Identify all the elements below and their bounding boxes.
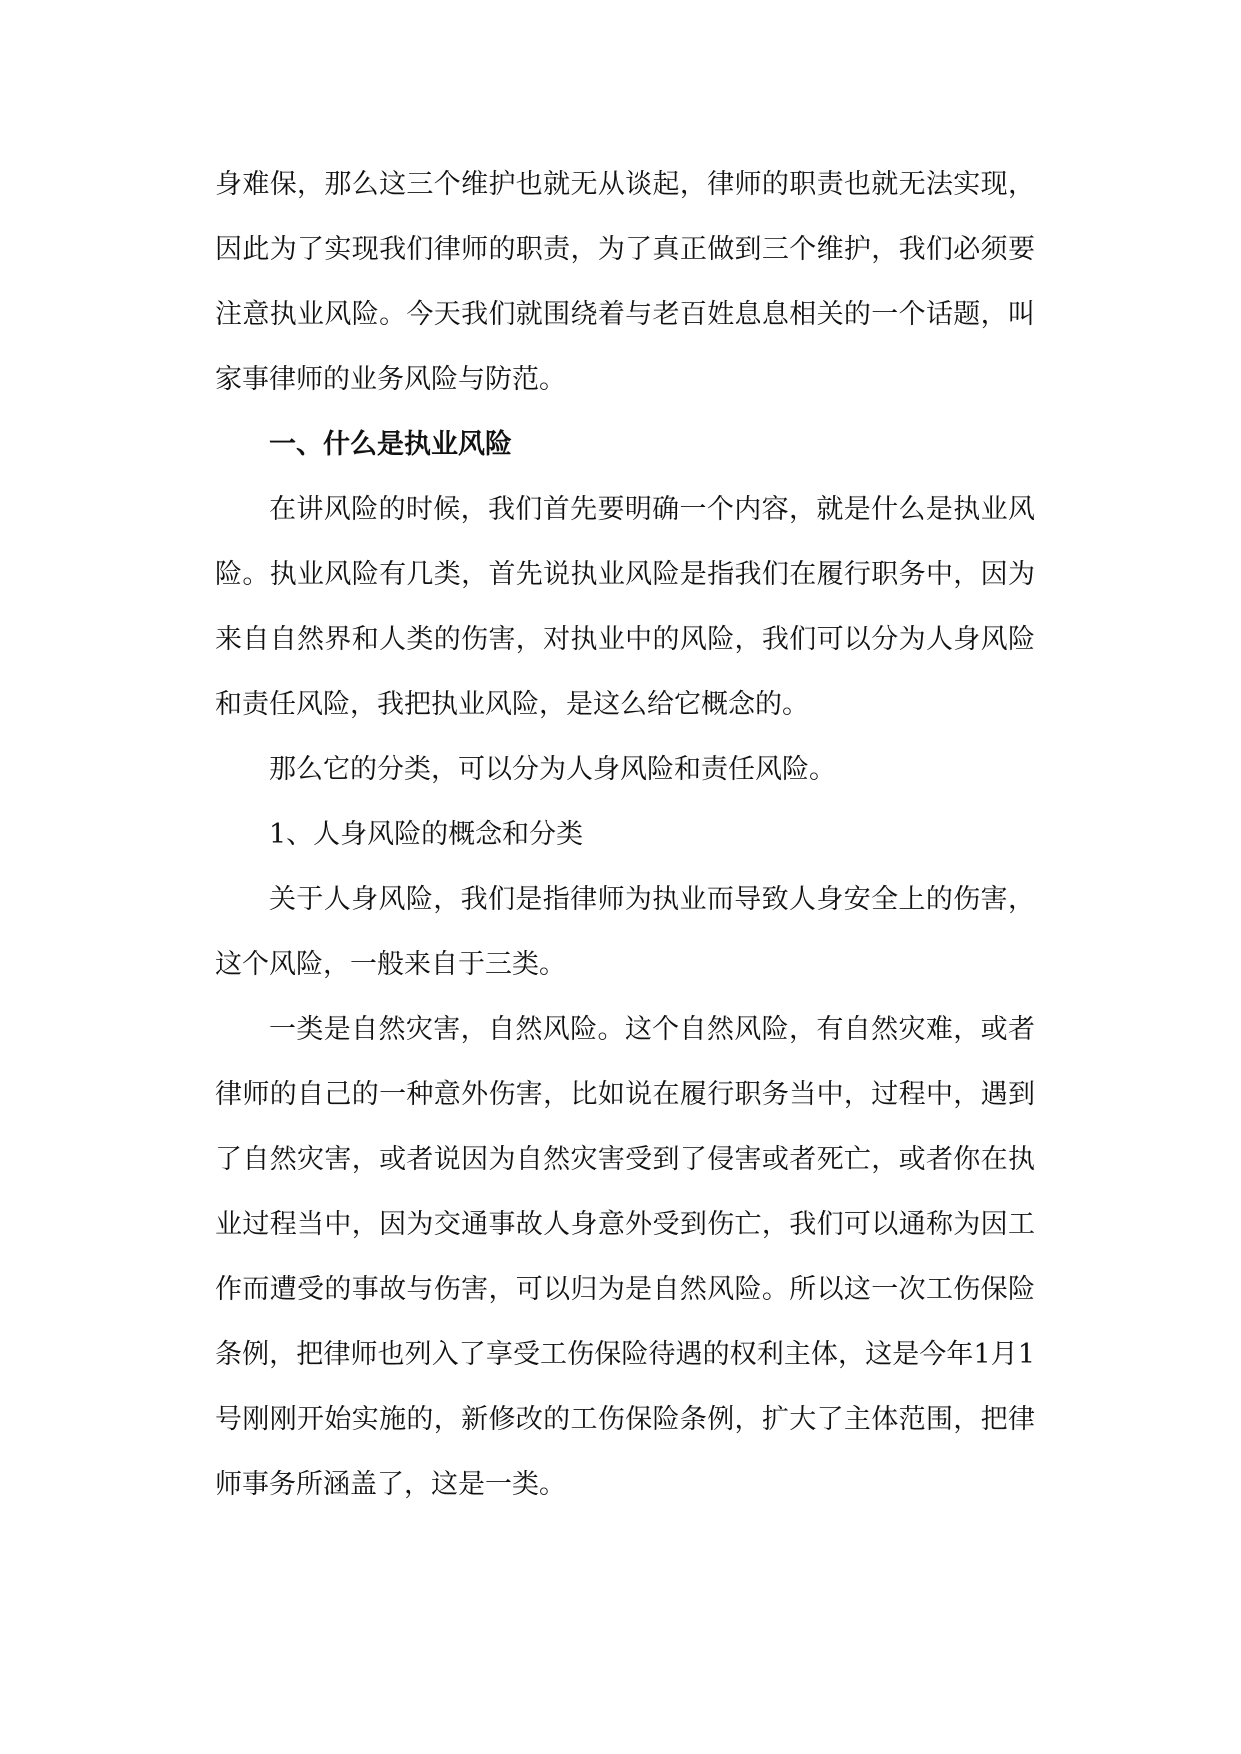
paragraph-definition: 在讲风险的时候，我们首先要明确一个内容，就是什么是执业风险。执业风险有几类，首先说执业风险是指我们在履行职务中，因为来自自然界和人类的伤害，对执业中的风险，我们可以分为人身风险和责任风险，我把执业风险，是这么给它概念的。 bbox=[215, 494, 1035, 720]
paragraph-classification: 那么它的分类，可以分为人身风险和责任风险。 bbox=[269, 754, 836, 785]
paragraph-natural-risk: 一类是自然灾害，自然风险。这个自然风险，有自然灾难，或者律师的自己的一种意外伤害，比如说在履行职务当中，过程中，遇到了自然灾害，或者说因为自然灾害受到了侵害或者死亡，或者你在执业过程当中，因为交通事故人身意外受到伤亡，我们可以通称为因工作而遭受的事故与伤害，可以归为是自然风险。所以这一次工伤保险条例，把律师也列入了享受工伤保险待遇的权利主体，这是今年1月1号刚刚开始实施的，新修改的工伤保险条例，扩大了主体范围，把律师事务所涵盖了，这是一类。 bbox=[215, 1014, 1035, 1500]
document-body bbox=[215, 152, 1035, 1517]
paragraph-continuation: 身难保，那么这三个维护也就无从谈起，律师的职责也就无法实现，因此为了实现我们律师的职责，为了真正做到三个维护，我们必须要注意执业风险。今天我们就围绕着与老百姓息息相关的一个话题，叫家事律师的业务风险与防范。 bbox=[215, 169, 1035, 395]
subheading-personal-risk: 1、人身风险的概念和分类 bbox=[269, 819, 584, 850]
section-heading: 一、什么是执业风险 bbox=[269, 429, 512, 460]
paragraph-personal-risk: 关于人身风险，我们是指律师为执业而导致人身安全上的伤害，这个风险，一般来自于三类。 bbox=[215, 884, 1035, 980]
